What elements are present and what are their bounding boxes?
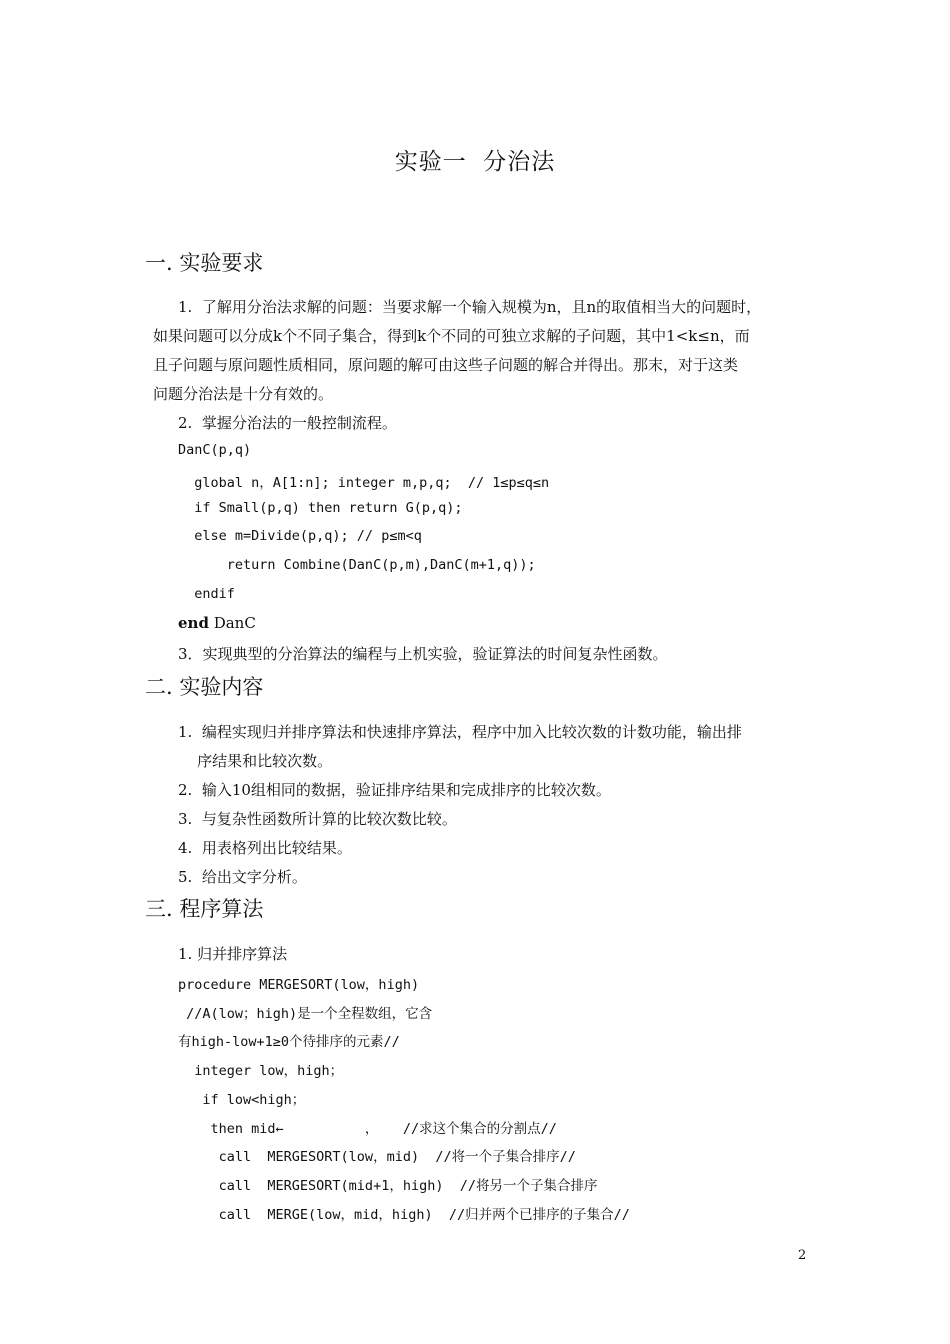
list-item: 1. 编程实现归并排序算法和快速排序算法，程序中加入比较次数的计数功能，输出排 bbox=[178, 723, 742, 741]
section-heading-requirements: 一. 实验要求 bbox=[145, 251, 264, 275]
list-item: 5. 给出文字分析。 bbox=[178, 868, 307, 886]
paragraph-line: 且子问题与原问题性质相同，原问题的解可由这些子问题的解合并得出。那末，对于这类 bbox=[153, 356, 739, 374]
list-item: 4. 用表格列出比较结果。 bbox=[178, 839, 352, 857]
list-item: 3．实现典型的分治算法的编程与上机实验，验证算法的时间复杂性函数。 bbox=[178, 645, 668, 663]
code-line: call MERGESORT(low，mid) //将一个子集合排序// bbox=[178, 1149, 576, 1165]
code-line: 有high-low+1≥0个待排序的元素// bbox=[178, 1034, 400, 1050]
code-line: if low<high； bbox=[178, 1092, 306, 1108]
section-heading-content: 二. 实验内容 bbox=[145, 675, 264, 699]
code-line: DanC(p,q) bbox=[178, 442, 252, 458]
code-end-line bbox=[178, 614, 256, 632]
end-keyword: end bbox=[178, 614, 209, 632]
list-item: 3. 与复杂性函数所计算的比较次数比较。 bbox=[178, 810, 457, 828]
end-name: DanC bbox=[208, 614, 256, 632]
code-line: then mid← ， //求这个集合的分割点// bbox=[178, 1121, 557, 1137]
section-heading-algorithm: 三. 程序算法 bbox=[145, 897, 264, 921]
code-line: integer low，high； bbox=[178, 1063, 344, 1079]
paragraph-line: 问题分治法是十分有效的。 bbox=[153, 385, 334, 403]
paragraph-line: 1. 了解用分治法求解的问题：当要求解一个输入规模为n，且n的取值相当大的问题时， bbox=[178, 298, 762, 316]
code-line: call MERGE(low，mid，high) //归并两个已排序的子集合// bbox=[178, 1207, 630, 1223]
code-line: else m=Divide(p,q); // p≤m<q bbox=[178, 528, 422, 544]
list-item: 序结果和比较次数。 bbox=[178, 752, 333, 770]
code-line: procedure MERGESORT(low，high) bbox=[178, 977, 420, 993]
page-number: 2 bbox=[798, 1248, 807, 1263]
code-line: global n，A[1:n]; integer m,p,q; // 1≤p≤q≤n bbox=[178, 475, 550, 491]
code-line: //A(low；high)是一个全程数组，它含 bbox=[178, 1006, 433, 1022]
code-line: if Small(p,q) then return G(p,q); bbox=[178, 500, 463, 516]
code-line: return Combine(DanC(p,m),DanC(m+1,q)); bbox=[178, 557, 536, 573]
paragraph-line: 如果问题可以分成k个不同子集合，得到k个不同的可独立求解的子问题，其中1<k≤n，而 bbox=[153, 327, 750, 345]
code-line: endif bbox=[178, 586, 235, 602]
list-item: 2. 掌握分治法的一般控制流程。 bbox=[178, 414, 397, 432]
subsection-title: 1. 归并排序算法 bbox=[178, 945, 288, 963]
list-item: 2. 输入10组相同的数据，验证排序结果和完成排序的比较次数。 bbox=[178, 781, 611, 799]
code-line: call MERGESORT(mid+1，high) //将另一个子集合排序 bbox=[178, 1178, 598, 1194]
document-title: 实验一 分治法 bbox=[394, 149, 556, 175]
